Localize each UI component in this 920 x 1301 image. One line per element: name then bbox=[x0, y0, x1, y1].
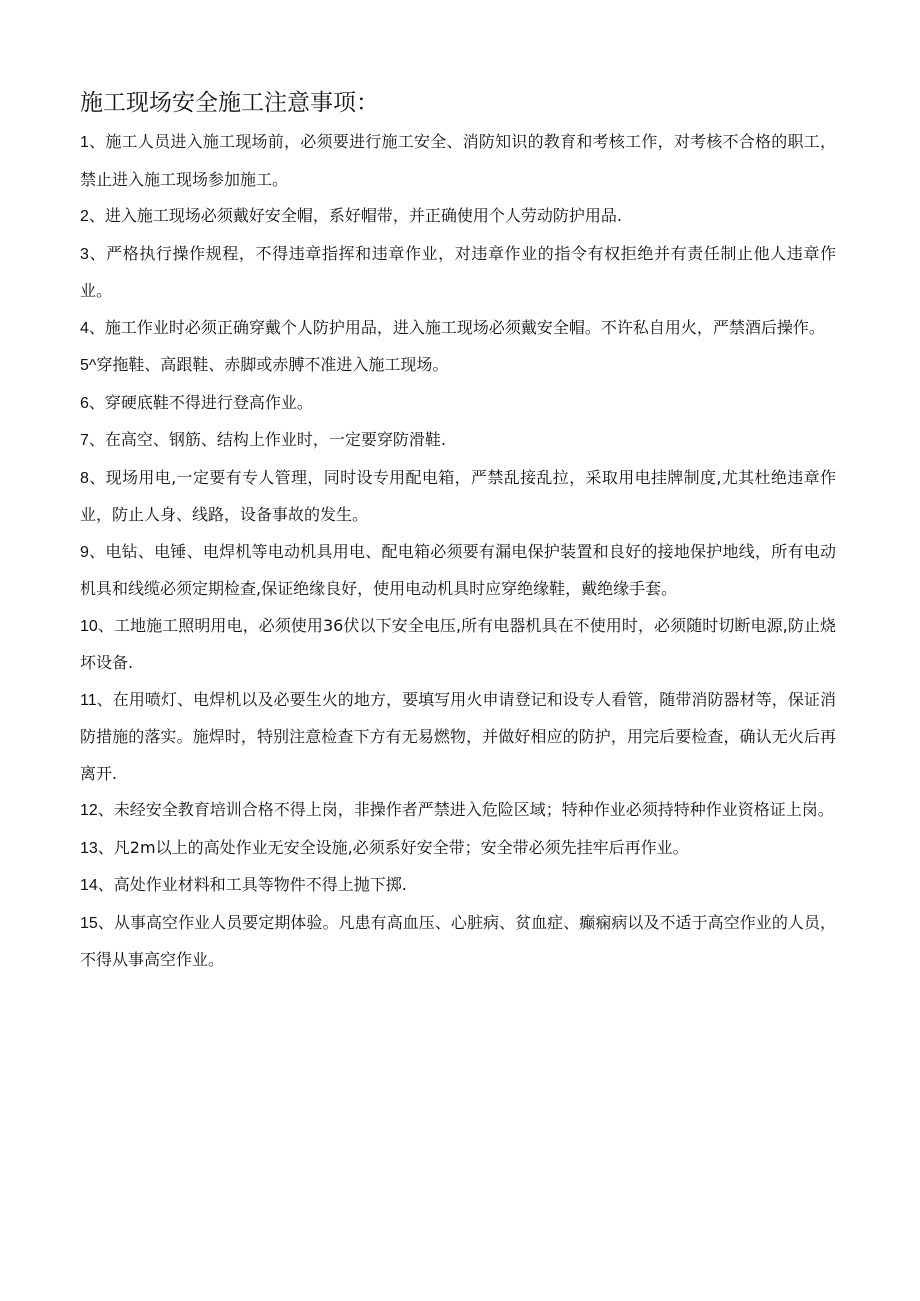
item-number: 8 bbox=[80, 469, 89, 487]
item-number: 9 bbox=[80, 543, 89, 561]
item-text: 、从事高空作业人员要定期体验。凡患有高血压、心脏病、贫血症、癫痫病以及不适于高空作业的人员，不得从事高空作业。 bbox=[80, 912, 836, 969]
item-number: 7 bbox=[80, 432, 89, 449]
item-text: 、工地施工照明用电，必须使用36伏以下安全电压,所有电器机具在不使用时，必须随时切断电源,防止烧坏设备. bbox=[80, 615, 836, 672]
item-text: 、穿硬底鞋不得进行登高作业。 bbox=[88, 392, 313, 412]
item-number: 1 bbox=[80, 134, 89, 151]
list-item bbox=[80, 198, 836, 236]
item-number: 14 bbox=[80, 877, 98, 894]
item-number: 6 bbox=[80, 394, 89, 412]
item-number: 3 bbox=[80, 245, 89, 263]
safety-rules-list bbox=[80, 124, 836, 979]
item-text: 、未经安全教育培训合格不得上岗，非操作者严禁进入危险区域；特种作业必须持特种作业资格证上岗。 bbox=[97, 800, 834, 819]
list-item bbox=[80, 792, 836, 830]
item-text: 、现场用电,一定要有专人管理，同时设专用配电箱，严禁乱接乱拉，采取用电挂牌制度,尤其杜绝违章作业，防止人身、线路，设备事故的发生。 bbox=[80, 467, 836, 524]
item-number: 10 bbox=[80, 617, 98, 635]
list-item bbox=[80, 124, 836, 198]
list-item bbox=[80, 460, 836, 534]
list-item bbox=[80, 830, 836, 868]
list-item bbox=[80, 682, 836, 793]
list-item bbox=[80, 236, 836, 310]
document-title: 施工现场安全施工注意事项： bbox=[80, 90, 379, 116]
item-text: 、进入施工现场必须戴好安全帽，系好帽带，并正确使用个人劳动防护用品. bbox=[88, 206, 622, 225]
item-number: 15 bbox=[80, 914, 98, 932]
item-text: 、凡2m以上的高处作业无安全设施,必须系好安全带；安全带必须先挂牢后再作业。 bbox=[97, 837, 689, 857]
list-item bbox=[80, 905, 836, 979]
list-item bbox=[80, 310, 836, 348]
item-number: 2 bbox=[80, 208, 89, 225]
item-text: 、在用喷灯、电焊机以及必要生火的地方，要填写用火申请登记和设专人看管，随带消防器材等，保证消防措施的落实。施焊时，特别注意检查下方有无易燃物，并做好相应的防护，用完后要检查，确认无火后再离开. bbox=[80, 689, 836, 783]
item-text: 、电钻、电锤、电焊机等电动机具用电、配电箱必须要有漏电保护装置和良好的接地保护地线，所有电动机具和线缆必须定期检查,保证绝缘良好，使用电动机具时应穿绝缘鞋，戴绝缘手套。 bbox=[80, 541, 836, 598]
list-item bbox=[80, 422, 836, 460]
list-item bbox=[80, 347, 836, 385]
item-text: 穿拖鞋、高跟鞋、赤脚或赤膊不准进入施工现场。 bbox=[96, 355, 449, 374]
list-item bbox=[80, 608, 836, 682]
item-text: 、严格执行操作规程，不得违章指挥和违章作业，对违章作业的指令有权拒绝并有责任制止他人违章作业。 bbox=[80, 243, 836, 300]
item-text: 、施工作业时必须正确穿戴个人防护用品，进入施工现场必须戴安全帽。不许私自用火，严禁酒后操作。 bbox=[88, 317, 825, 337]
item-number: 11 bbox=[80, 691, 97, 709]
item-number: 12 bbox=[80, 802, 98, 819]
item-number: 13 bbox=[80, 839, 98, 857]
item-number: 5^ bbox=[80, 357, 97, 374]
item-text: 、高处作业材料和工具等物件不得上抛下掷. bbox=[97, 875, 407, 894]
item-text: 、在高空、钢筋、结构上作业时，一定要穿防滑鞋. bbox=[88, 430, 446, 449]
list-item bbox=[80, 385, 836, 423]
list-item bbox=[80, 534, 836, 608]
list-item bbox=[80, 867, 836, 905]
item-text: 、施工人员进入施工现场前，必须要进行施工安全、消防知识的教育和考核工作，对考核不合格的职工，禁止进入施工现场参加施工。 bbox=[80, 132, 836, 189]
item-number: 4 bbox=[80, 319, 89, 337]
